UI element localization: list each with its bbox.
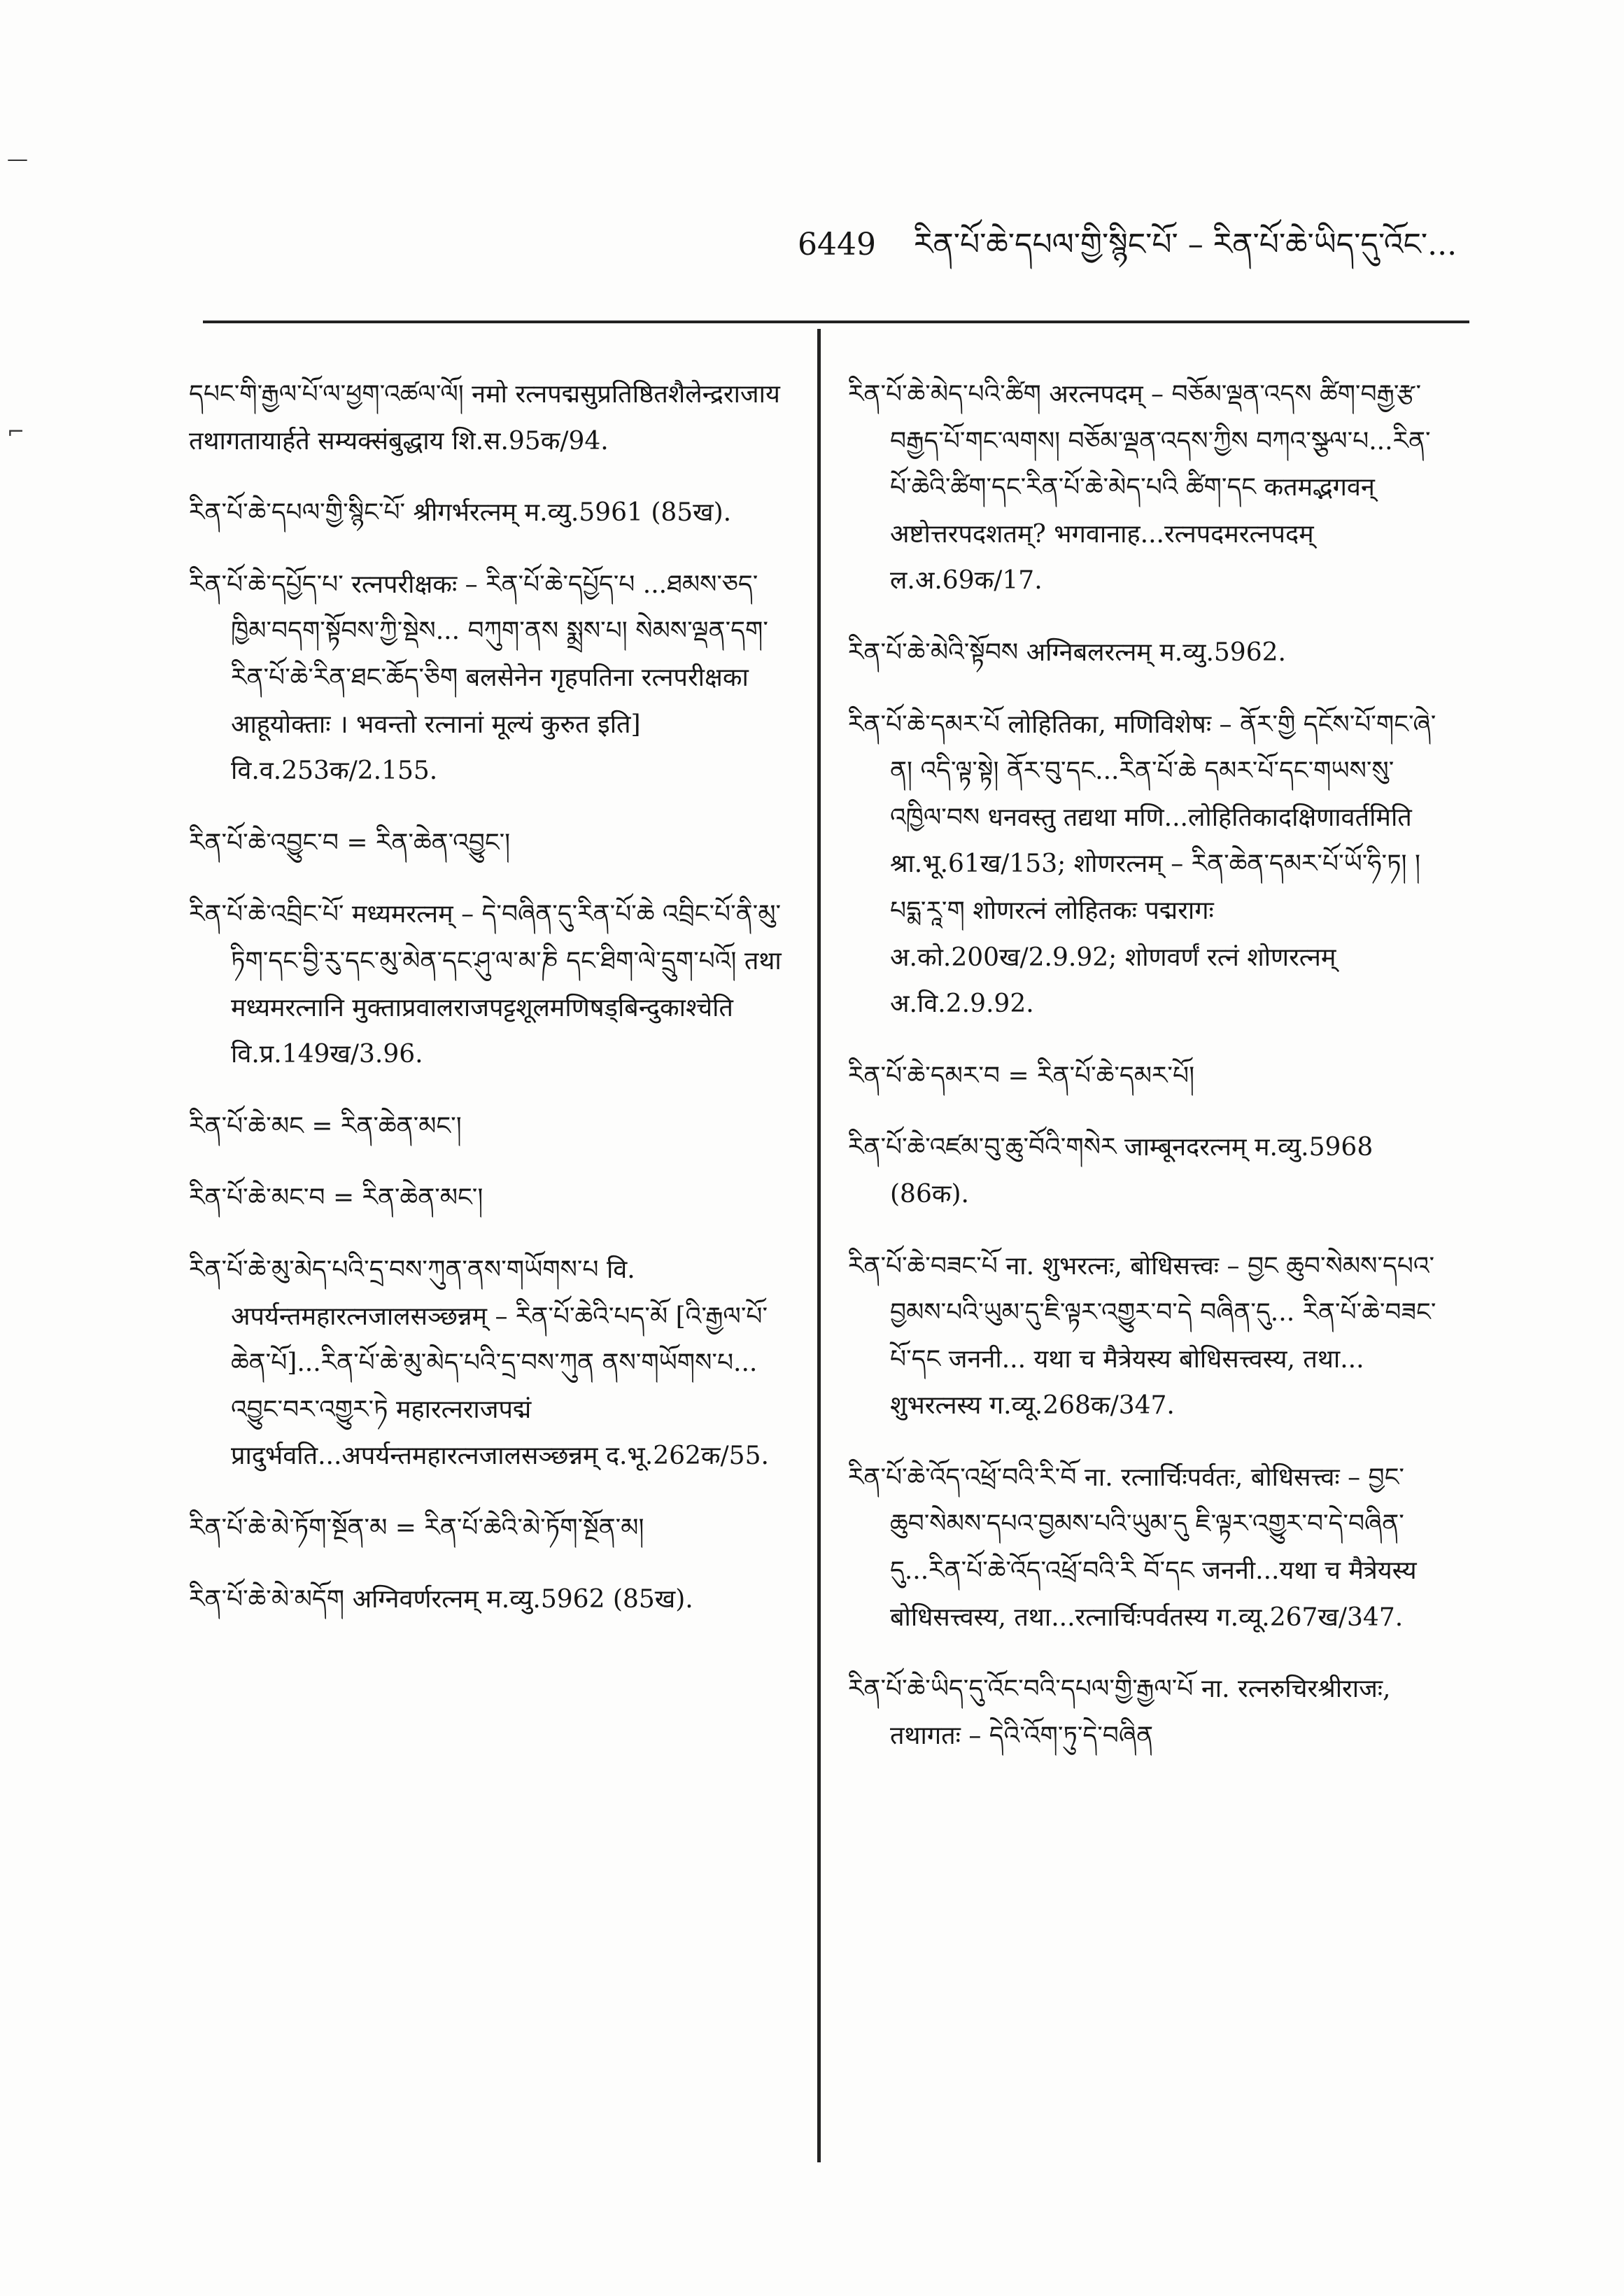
- dictionary-entry: རིན་པོ་ཆེ་བཟང་པོ ना. शुभरत्नः, बोधिसत्त्वः – བྱང ཆུབ་སེམས་དཔའ་བྱམས་པའི་ཡུམ་དུ་ཇི་ལྟར་འགྱུར་བ་དེ བཞིན་དུ... རིན་པོ་ཆེ་བཟང་པོ་དང जननी... यथा च मैत्रेयस्य बोधिसत्त्वस्य, तथा... शुभरत्नस्य ग.व्यू.268क/347.: [848, 1251, 1436, 1421]
- dictionary-entry: རིན་པོ་ཆེ་མེའི་སྟོབས अग्निबलरत्नम् म.व्यु.5962.: [848, 638, 1286, 667]
- dictionary-entry: རིན་པོ་ཆེ་མེ་ཏོག་སྔོན་མ = རིན་པོ་ཆེའི་མེ་ཏོག་སྔོན་མ།: [189, 1513, 644, 1542]
- dictionary-entry: རིན་པོ་ཆེ་མེ་མདོག अग्निवर्णरत्नम् म.व्यु.5962 (85ख).: [189, 1585, 693, 1614]
- right-column: [848, 346, 1443, 1780]
- dictionary-entry: རིན་པོ་ཆེ་ཡིད་དུ་འོང་བའི་དཔལ་གྱི་རྒྱལ་པོ ना. रत्नरुचिरश्रीराजः, तथागतः – དེའི་འོག་ཏུ་དེ་བཞིན: [848, 1675, 1391, 1750]
- header-rule: [203, 321, 1469, 323]
- dictionary-entry: རིན་པོ་ཆེ་དམར་བ = རིན་པོ་ཆེ་དམར་པོ།: [848, 1061, 1195, 1090]
- running-title: རིན་པོ་ཆེ་དཔལ་གྱི་སྙིང་པོ་ – རིན་པོ་ཆེ་ཡིད་དུ་འོང་...: [913, 227, 1457, 262]
- dictionary-entry: རིན་པོ་ཆེ་མང་བ = རིན་ཆེན་མང་།: [189, 1183, 483, 1213]
- margin-mark: —: [7, 147, 28, 171]
- page-number: 6449: [798, 227, 876, 262]
- dictionary-entry: རིན་པོ་ཆེ་མེད་པའི་ཚིག अरत्नपदम् – བཅོམ་ལྡན་འདས ཚིག་བརྒྱ་རྩ་བརྒྱད་པོ་གང་ལགས། བཅོམ་ལྡན་འདས་ཀྱིས བཀའ་སྩལ་པ...རིན་པོ་ཆེའི་ཚིག་དང་རིན་པོ་ཆེ་མེད་པའི ཚིག་དང कतमद्भगवन् अष्टोत्तरपदशतम्? भगवानाह...रत्नपदमरत्नपदम् ल.अ.69क/17.: [848, 380, 1431, 596]
- dictionary-entry: རིན་པོ་ཆེ་འཛམ་བུ་ཆུ་བོའི་གསེར जाम्बूनदरत्नम् म.व्यु.5968 (86क).: [848, 1133, 1374, 1209]
- left-column: [189, 346, 784, 1644]
- page-header: [798, 210, 1497, 297]
- dictionary-entry: རིན་པོ་ཆེ་འབྱུང་བ = རིན་ཆེན་འབྱུང་།: [189, 828, 511, 857]
- dictionary-entry: རིན་པོ་ཆེ་དམར་པོ लोहितिका, मणिविशेषः – ནོར་གྱི དངོས་པོ་གང་ཞེ་ན། འདི་ལྟ་སྟེ། ནོར་བུ་དང...རིན་པོ་ཆེ དམར་པོ་དང་གཡས་སུ་འཁྱིལ་བས धनवस्तु तद्यथा मणि...लोहितिकादक्षिणावर्तमिति श्रा.भू.61ख/153; शोणरत्नम् – རིན་ཆེན་དམར་པོ་ཡོ་ཧི་ཏ། །པདྨ་རཱ་ག शोणरत्नं लोहितकः पद्मरागः अ.को.200ख/2.9.92; शोणवर्णं रत्नं शोणरत्नम् अ.वि.2.9.92.: [848, 710, 1436, 1019]
- dictionary-entry: རིན་པོ་ཆེ་འབྲིང་པོ་ मध्यमरत्नम् – དེ་བཞིན་དུ་རིན་པོ་ཆེ འབྲིང་པོ་ནི་མུ་ཏིག་དང་བྱི་རུ་དང་མུ་མེན་དང་ཤུ་ལ་མ་ཎི དང་ཐིག་ལེ་དྲུག་པའོ། तथा मध्यमरत्नानि मुक्ताप्रवालराजपट्टशूलमणिषड्बिन्दुकाश्चेति वि.प्र.149ख/3.96.: [189, 900, 782, 1069]
- margin-mark: ⌐: [7, 420, 25, 444]
- dictionary-entry: རིན་པོ་ཆེ་དཔྱོད་པ་ रत्नपरीक्षकः – རིན་པོ་ཆེ་དཔྱོད་པ ...ཐམས་ཅད་ཁྱིམ་བདག་སྟོབས་ཀྱི་སྡེས... བཀུག་ནས སྨྲས་པ། སེམས་ལྡན་དག་རིན་པོ་ཆེ་རིན་ཐང་ཆོད་ཅིག बलसेनेन गृहपतिना रत्नपरीक्षका आहूयोक्ताः । भवन्तो रत्नानां मूल्यं कुरुत इति] वि.व.253क/2.155.: [189, 570, 768, 786]
- dictionary-entry: དཔང་གི་རྒྱལ་པོ་ལ་ཕྱག་འཚལ་ལོ། नमो रत्नपद्मसुप्रतिष्ठितशैलेन्द्रराजाय तथागतायार्हते सम्यक्संबुद्धाय शि.स.95क/94.: [189, 380, 780, 456]
- column-divider: [817, 329, 821, 2162]
- dictionary-entry: རིན་པོ་ཆེ་མུ་མེད་པའི་དྲ་བས་ཀུན་ནས་གཡོགས་པ वि. अपर्यन्तमहारत्नजालसञ्छन्नम् – རིན་པོ་ཆེའི་པད་མོ [འི་རྒྱལ་པོ་ཆེན་པོ]...རིན་པོ་ཆེ་མུ་མེད་པའི་དྲ་བས་ཀུན ནས་གཡོགས་པ... འབྱུང་བར་འགྱུར་ཏེ महारत्नराजपद्मं प्रादुर्भवति...अपर्यन्तमहारत्नजालसञ्छन्नम् द.भू.262क/55.: [189, 1255, 769, 1471]
- dictionary-entry: རིན་པོ་ཆེ་དཔལ་གྱི་སྙིང་པོ་ श्रीगर्भरत्नम् म.व्यु.5961 (85ख).: [189, 498, 732, 528]
- dictionary-entry: རིན་པོ་ཆེ་འོད་འཕྲོ་བའི་རི་བོ ना. रत्नार्चिःपर्वतः, बोधिसत्त्वः – བྱང་ཆུབ་སེམས་དཔའ་བྱམས་པའི་ཡུམ་དུ ཇི་ལྟར་འགྱུར་བ་དེ་བཞིན་དུ...རིན་པོ་ཆེ་འོད་འཕྲོ་བའི་རི བོ་དང जननी...यथा च मैत्रेयस्य बोधिसत्त्वस्य, तथा...रत्नार्चिःपर्वतस्य ग.व्यू.267ख/347.: [848, 1463, 1417, 1632]
- dictionary-entry: རིན་པོ་ཆེ་མང = རིན་ཆེན་མང་།: [189, 1111, 462, 1141]
